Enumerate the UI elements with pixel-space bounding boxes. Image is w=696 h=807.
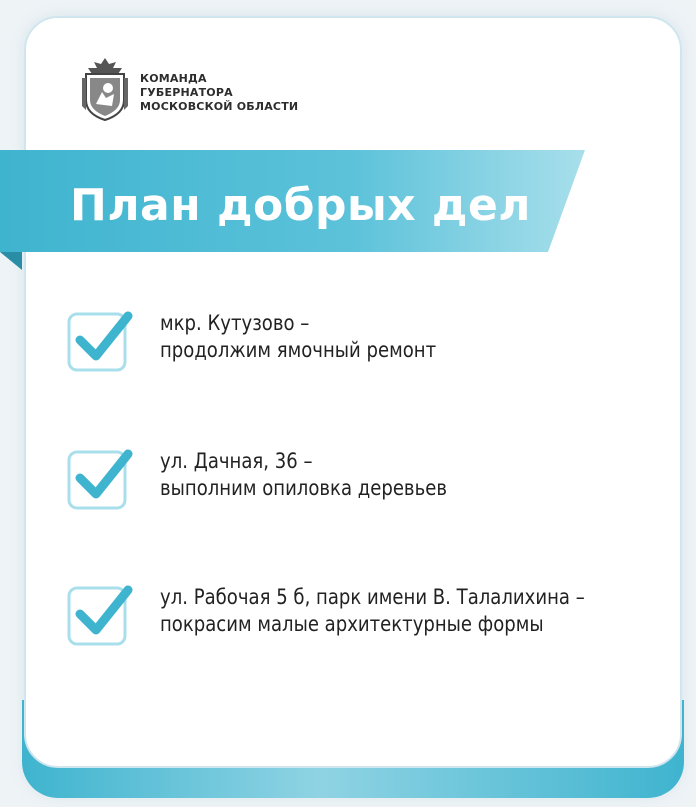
page-title: План добрых дел	[70, 180, 532, 231]
list-item-text	[160, 584, 585, 638]
list-item-text	[160, 448, 447, 502]
checkmark-icon	[66, 308, 146, 388]
list-item	[66, 308, 666, 388]
checkmark-icon	[66, 446, 146, 526]
list-item-line-1: ул. Дачная, 36 –	[160, 449, 313, 473]
moscow-oblast-coat-of-arms-icon	[78, 54, 132, 124]
list-item-line-2: покрасим малые архитектурные формы	[160, 612, 544, 636]
org-line-2: ГУБЕРНАТОРА	[140, 86, 233, 99]
list-item-line-1: ул. Рабочая 5 б, парк имени В. Талалихина –	[160, 585, 585, 609]
organization-name	[140, 72, 298, 114]
list-item	[66, 446, 666, 526]
checkmark-icon	[66, 582, 146, 662]
list-item-line-1: мкр. Кутузово –	[160, 311, 310, 335]
list-item-line-2: продолжим ямочный ремонт	[160, 338, 437, 362]
list-item-line-2: выполним опиловка деревьев	[160, 476, 447, 500]
list-item-text	[160, 310, 436, 364]
org-line-3: МОСКОВСКОЙ ОБЛАСТИ	[140, 100, 299, 113]
org-line-1: КОМАНДА	[140, 72, 207, 85]
list-item	[66, 582, 666, 662]
